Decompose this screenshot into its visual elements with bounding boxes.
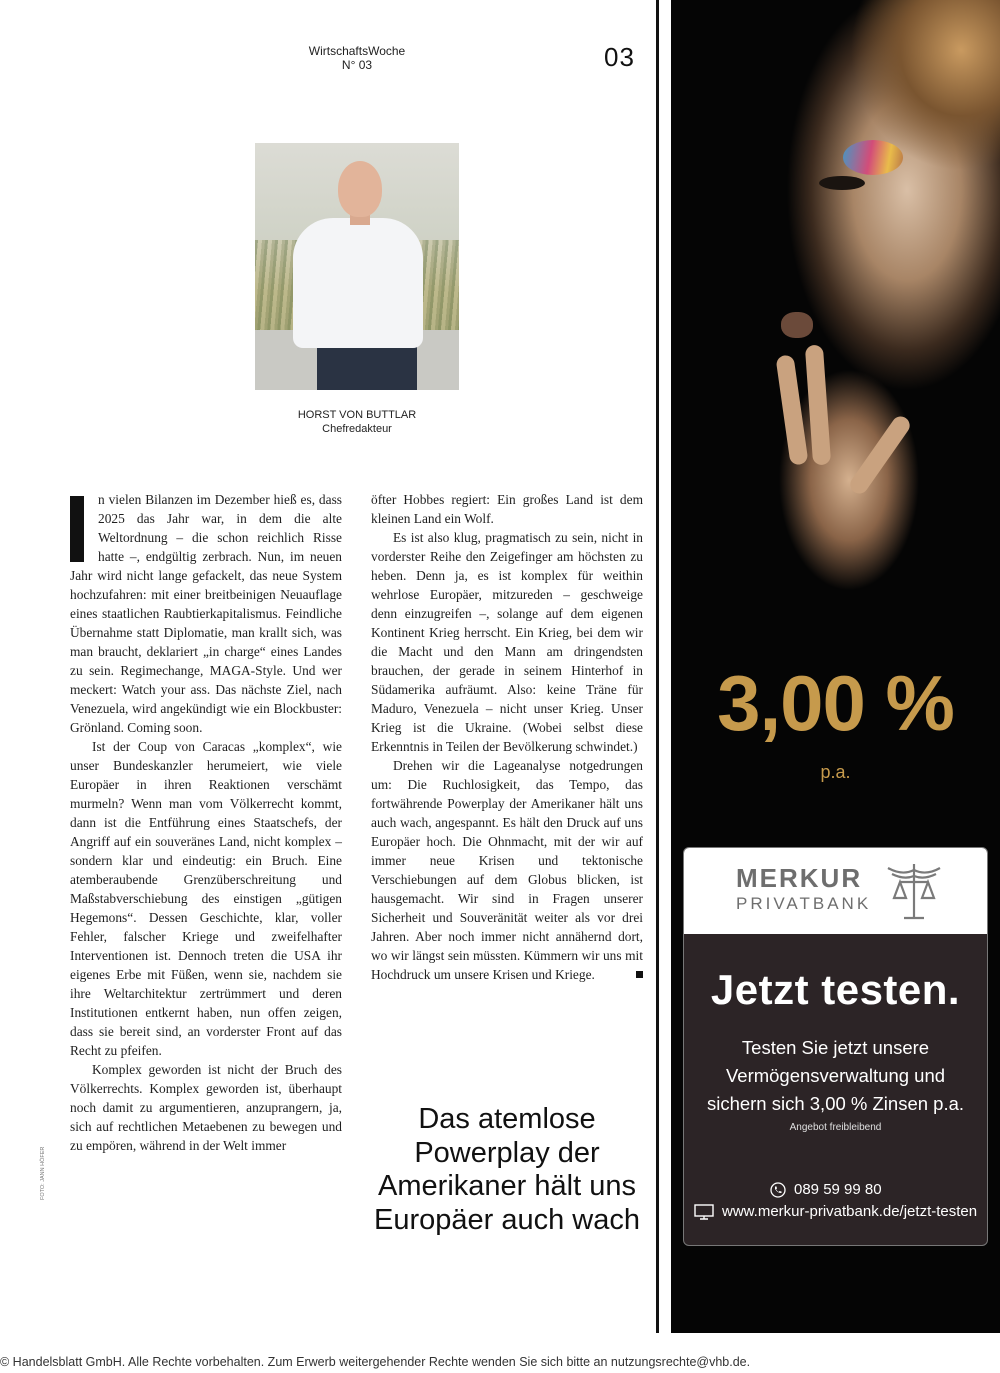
interest-rate: 3,00 % (717, 659, 954, 747)
paragraph: öfter Hobbes regiert: Ein großes Land ist dem kleinen Land ein Wolf. (371, 492, 643, 526)
article-column-2 (371, 490, 643, 984)
paragraph: Komplex geworden ist nicht der Bruch des Völkerrechts. Komplex geworden ist, überhaupt noch damit zu argumentieren, anzuprangern, ja, sich auf rechtlichen Metaebenen zu bewegen und zu empören, während in der Welt immer (70, 1062, 342, 1153)
page-number: 03 (604, 42, 635, 72)
ad-copy (684, 1034, 987, 1118)
paragraph: Es ist also klug, pragmatisch zu sein, nicht in vorderster Reihe den Zeigefinger am höchsten zu heben. Denn ja, es ist komplex für weithin wehrlose Europäer, mitzureden – geschweige denn einzugreifen –, solange auf dem eigenen Kontinent Krieg herrscht. Ein Krieg, bei dem wir die Macht und den Mann am dringendsten brauchen, der gerade in seinem Hinterhof in Südamerika aufräumt. Also: keine Träne für Maduro, Venezuela – nicht unser Krieg. Unser Krieg ist die Ukraine. (Wobei selbst diese Erkenntnis in Teilen der Bevölkerung schwindet.) (371, 530, 643, 754)
paragraph (371, 756, 643, 984)
masthead (282, 44, 432, 72)
ad-headline: Jetzt testen. (710, 966, 961, 1013)
merkur-logo (684, 848, 987, 934)
caduceus-icon (884, 858, 944, 922)
monitor-icon (694, 1204, 714, 1220)
phone-icon (770, 1182, 786, 1198)
column-divider (656, 0, 659, 1333)
ad-model-hair (821, 0, 1000, 170)
ad-copy-line: Vermögensverwaltung und (725, 1065, 946, 1086)
author-portrait (255, 143, 459, 390)
ad-model-eye (819, 176, 865, 190)
website-url: www.merkur-privatbank.de/jetzt-testen (722, 1203, 978, 1220)
ad-model-paint (843, 140, 903, 175)
pull-quote: Das atemlose Powerplay der Amerikaner hält uns Europäer auch wach (374, 1103, 640, 1236)
brand-name: MERKUR (736, 863, 863, 893)
paragraph: Ist der Coup von Caracas „komplex“, wie unser Bundeskanzler herumeiert, wie viele Europäer in ihren Reaktionen verschämt murmeln? Wenn man vom Völkerrecht kommt, dann ist die Entführung eines Staatschefs, der Angriff auf ein souveränes Land, nicht komplex – sondern klar und eindeutig: ein Bruch. Eine atemberaubende Grenzüberschreitung und Maßstabverschiebung des einstigen „gütigen Hegemons“. Dessen Geschichte, klar, voller Fehler, falscher Kriege und zweifelhafter Interventionen ist. Dennoch treten die USA ihr eigenes Erbe mit Füßen, wenn sie, nachdem sie ihre Weltarchitektur zertrümmert und deren Institutionen entkernt haben, nun offen zeigen, dass sie bereit sind, an vorderster Front auf das Recht zu pfeifen. (70, 739, 342, 1058)
ad-website-link[interactable] (694, 1203, 977, 1220)
copyright-footer: © Handelsblatt GmbH. Alle Rechte vorbehalten. Zum Erwerb weitergehender Rechte wenden Sie sich bitte an nutzungsrechte@vhb.de. (0, 1355, 751, 1369)
ad-copy-line: Testen Sie jetzt unsere (741, 1037, 930, 1058)
phone-number: 089 59 99 80 (794, 1181, 882, 1198)
end-mark (636, 971, 643, 978)
ad-disclaimer: Angebot freibleibend (789, 1122, 882, 1133)
publication-name: WirtschaftsWoche (308, 44, 406, 58)
rate-suffix: p.a. (820, 762, 851, 782)
ad-model-lips (781, 312, 813, 338)
paragraph: n vielen Bilanzen im Dezember hieß es, dass 2025 das Jahr war, in dem die alte Weltordnung – die schon reichlich Risse hatte –, endgültig zerbrach. Nun, im neuen Jahr wird nicht lange gefackelt, das neue System hochzufahren: mit einer breitbeinigen Neuauflage eines staatlichen Raubtierkapitalismus. Feindliche Übernahme statt Diplomatie, man krallt sich, was man braucht, deklariert „in charge“ eines Landes zu sein. Regimechange, MAGA-Style. Und wer meckert: Watch your ass. Das nächste Ziel, nach Venezuela, wird angekündigt wie ein Blockbuster: Grönland. Coming soon. (70, 492, 342, 735)
author-name: HORST VON BUTTLAR (297, 409, 417, 421)
photo-credit: FOTO: JANN HÖFER (40, 1146, 46, 1200)
portrait-caption (255, 408, 459, 436)
brand-subline: PRIVATBANK (736, 894, 872, 913)
article-column-1 (70, 490, 342, 1155)
author-role: Chefredakteur (322, 423, 392, 435)
advertisement[interactable] (671, 0, 1000, 1333)
ad-phone[interactable] (770, 1181, 882, 1198)
drop-cap (70, 496, 84, 562)
paragraph-text: Drehen wir die Lageanalyse notgedrungen um: Die Ruchlosigkeit, das Tempo, das fortwährende Powerplay der Amerikaner hält uns auch wach, angespannt. Es hält den Druck auf uns Europäer hoch. Die Ohnmacht, mit der wir auf immer neue Krisen und tektonische Verschiebungen auf dem Globus blicken, ist hausgemacht. Wir sind in Fragen unserer Sicherheit und Souveränität weiter als vor drei Jahren. Aber noch immer nicht annähernd dort, wo wir längst sein müssten. Kümmern wir uns mit Hochdruck um unsere Krisen und Kriege. (371, 758, 643, 982)
ad-copy-line: sichern sich 3,00 % Zinsen p.a. (706, 1093, 965, 1114)
ad-offer-box[interactable] (683, 847, 988, 1246)
issue-number: N° 03 (341, 58, 373, 72)
